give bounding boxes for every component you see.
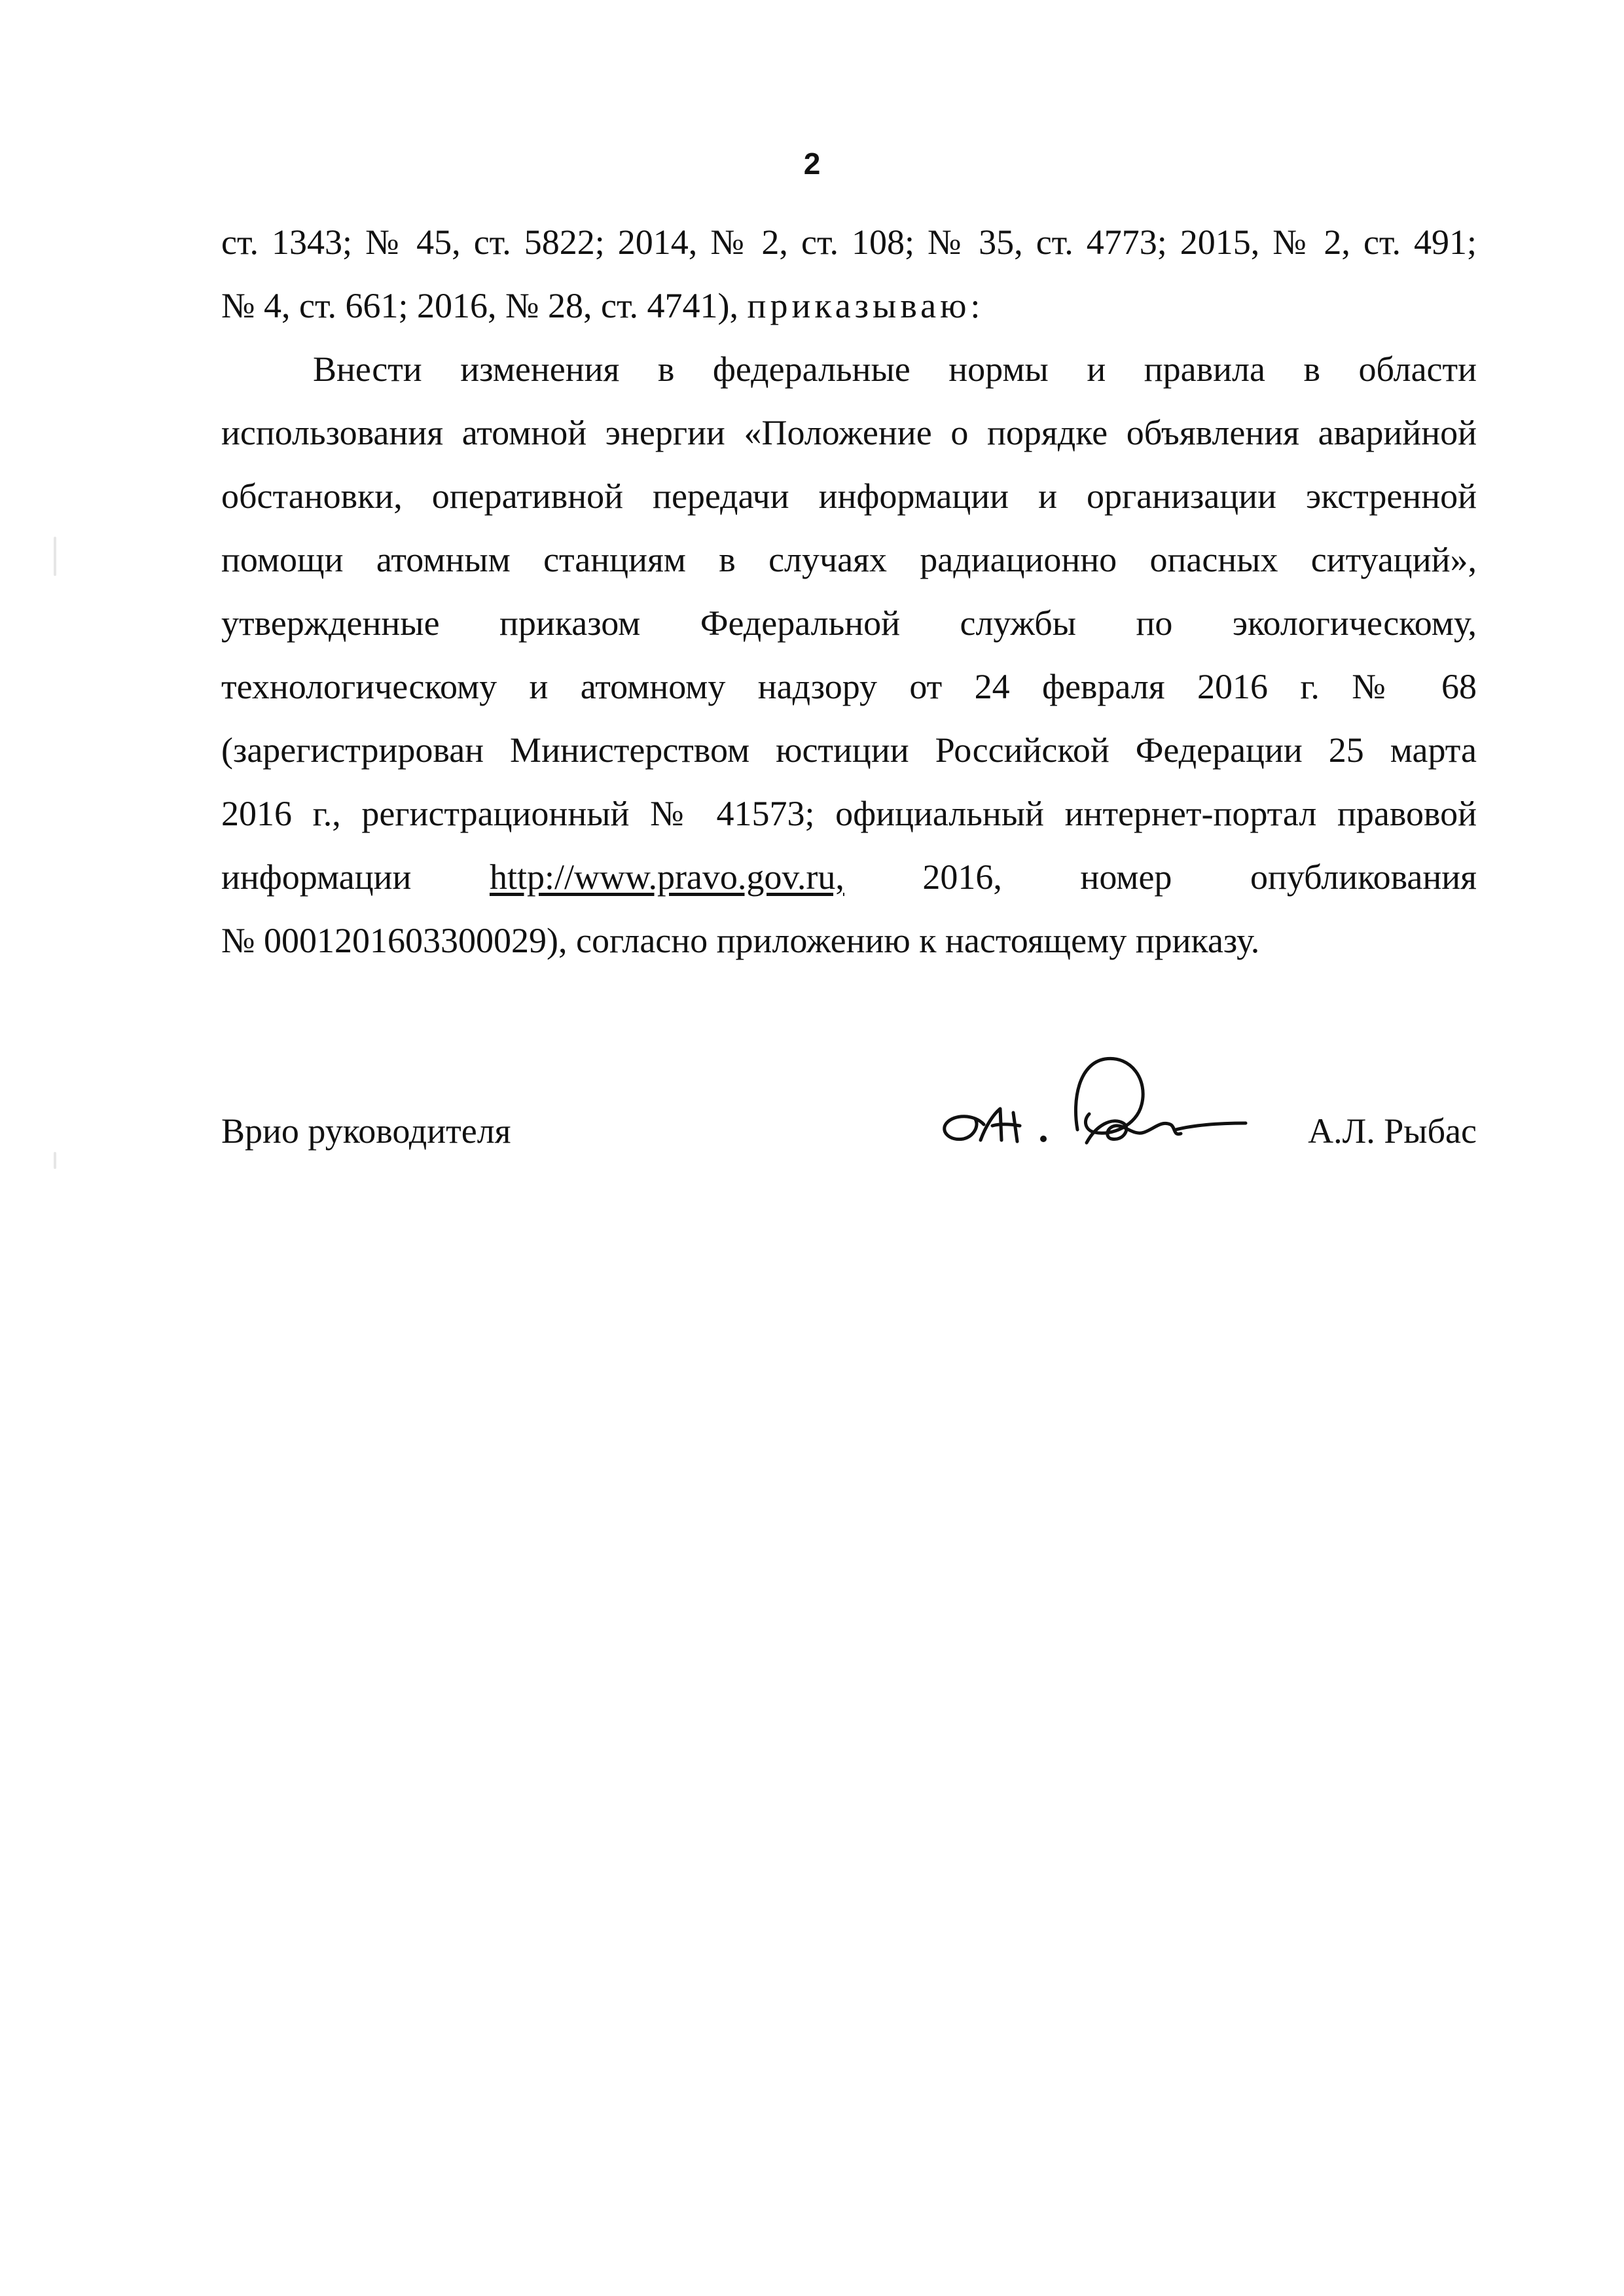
text-line-5: обстановки, оперативной передачи информации и организации экстренной [221, 476, 1477, 516]
page-number: 2 [803, 147, 821, 181]
text-line-11 [221, 846, 1477, 909]
text-line-2 [221, 274, 1477, 338]
text-line-3: Внести изменения в федеральные нормы и правила в области [313, 350, 1477, 389]
text-line-10: 2016 г., регистрационный № 41573; официальный интернет-портал правовой [221, 794, 1477, 833]
text-line-6: помощи атомным станциям в случаях радиационно опасных ситуаций», [221, 540, 1477, 579]
text-line-11-start: информации [221, 857, 412, 897]
position-title: Врио руководителя [221, 1111, 511, 1151]
scan-artifact [54, 1152, 56, 1169]
text-line-11-end: 2016, номер опубликования [922, 857, 1477, 897]
text-line-4: использования атомной энергии «Положение о порядке объявления аварийной [221, 413, 1477, 452]
text-line-2-refs: № 4, ст. 661; 2016, № 28, ст. 4741), [221, 286, 739, 325]
document-body [221, 211, 1477, 973]
text-line-12: № 0001201603300029), согласно приложению к настоящему приказу. [221, 921, 1260, 960]
signatory-name: А.Л. Рыбас [1308, 1111, 1477, 1151]
text-line-1: ст. 1343; № 45, ст. 5822; 2014, № 2, ст. 108; № 35, ст. 4773; 2015, № 2, ст. 491; [221, 223, 1477, 262]
handwritten-signature [915, 1028, 1255, 1165]
order-word: приказываю: [747, 286, 984, 325]
text-line-9: (зарегистрирован Министерством юстиции Российской Федерации 25 марта [221, 730, 1477, 770]
scan-artifact [54, 537, 56, 576]
text-line-8: технологическому и атомному надзору от 24 февраля 2016 г. № 68 [221, 667, 1477, 706]
text-line-7: утвержденные приказом Федеральной службы по экологическому, [221, 603, 1477, 643]
pravo-link[interactable]: http://www.pravo.gov.ru, [489, 857, 844, 897]
signature-block [221, 1113, 1477, 1191]
